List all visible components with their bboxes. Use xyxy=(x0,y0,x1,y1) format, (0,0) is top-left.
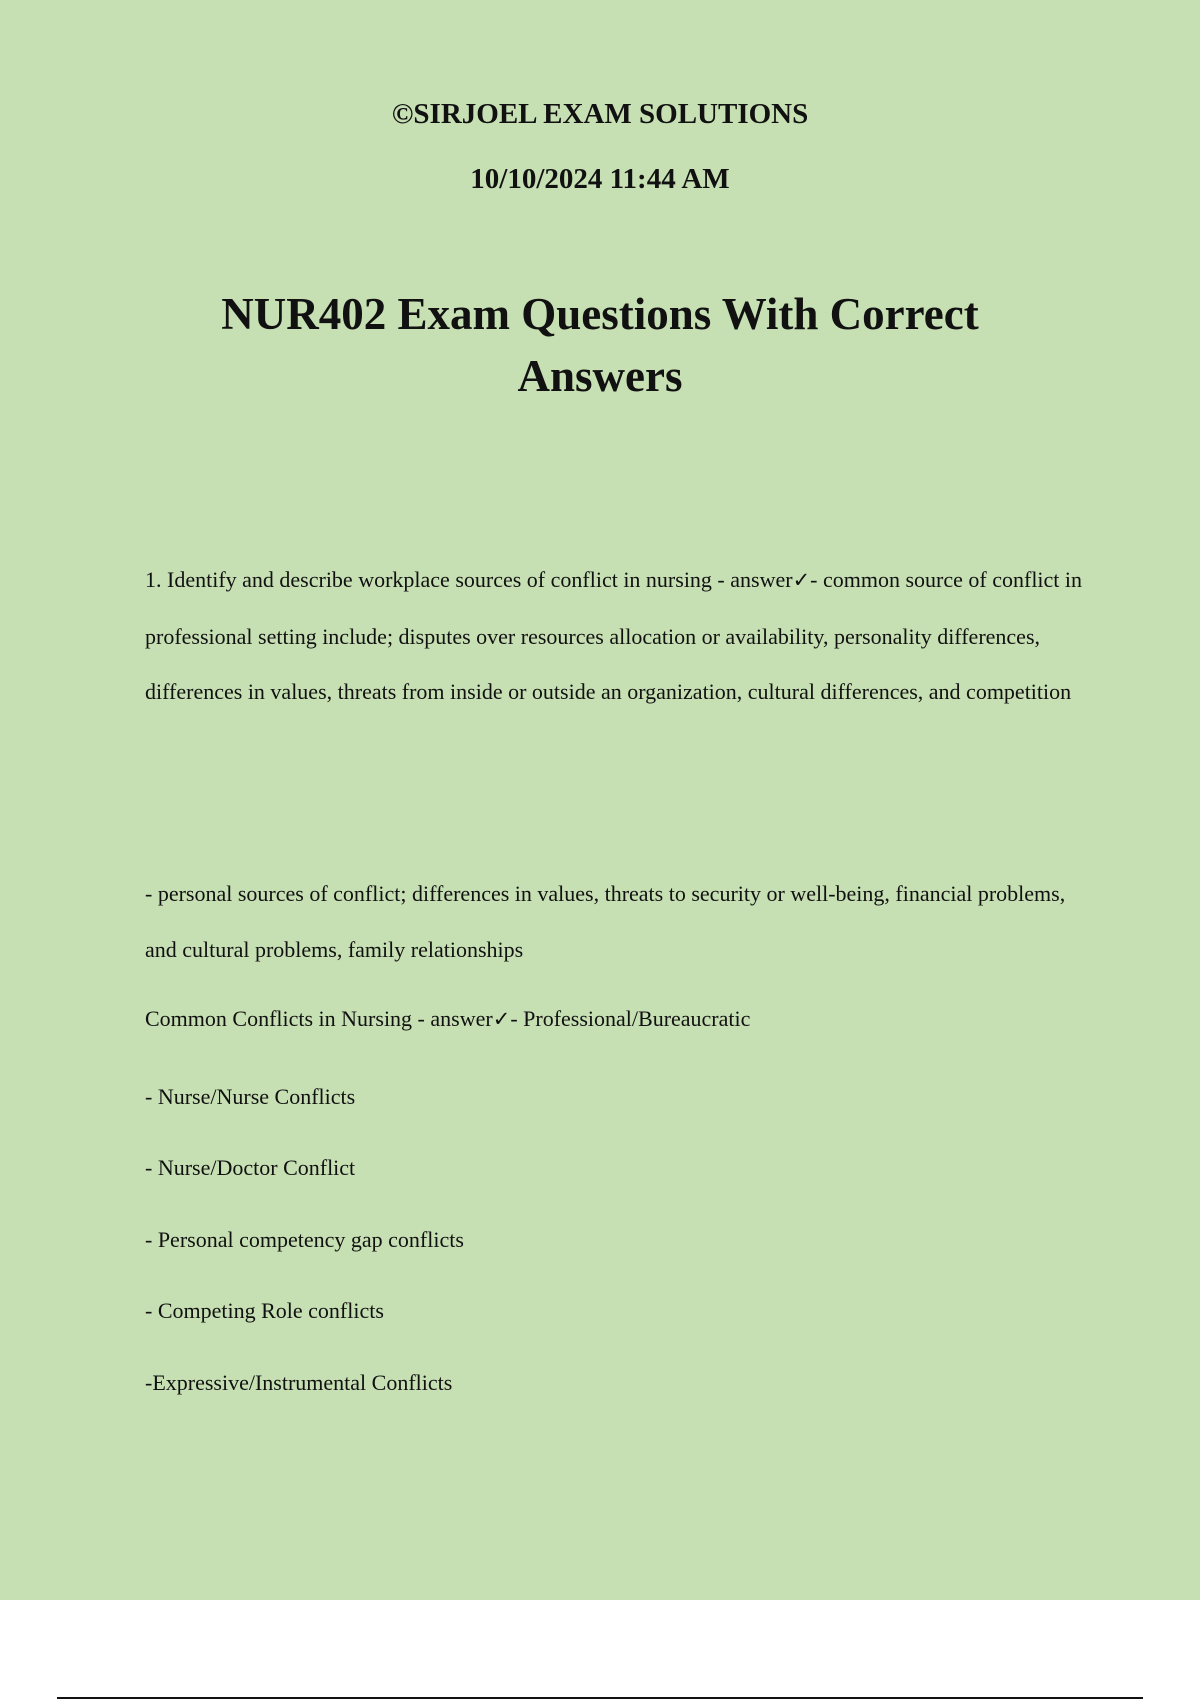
page-divider xyxy=(57,1697,1143,1699)
list-item: -Expressive/Instrumental Conflicts xyxy=(145,1370,453,1395)
question-2-answer: - Professional/Bureaucratic xyxy=(510,1006,751,1031)
question-1-text: 1. Identify and describe workplace sources of conflict in nursing - answer xyxy=(145,567,793,592)
personal-sources-paragraph: - personal sources of conflict; differences in values, threats to security or well-being, financial problems, and cultural problems, family relationships xyxy=(145,881,1066,962)
question-1-answer: - common source of conflict in professional setting include; disputes over resources allocation or availability, personality differences, differences in values, threats from inside or outside an organization, cultural differences, and competition xyxy=(145,567,1083,704)
document-datetime: 10/10/2024 11:44 AM xyxy=(470,163,730,195)
question-1 xyxy=(145,552,1085,720)
list-item: - Competing Role conflicts xyxy=(145,1298,384,1323)
question-2 xyxy=(145,1004,1085,1034)
list-item: - Nurse/Nurse Conflicts xyxy=(145,1084,356,1109)
brand-header: ©SIRJOEL EXAM SOLUTIONS xyxy=(391,98,809,130)
checkmark-icon: ✓ xyxy=(492,1007,511,1031)
checkmark-icon: ✓ xyxy=(792,568,811,592)
document-title: NUR402 Exam Questions With Correct Answers xyxy=(221,289,979,401)
list-item: - Personal competency gap conflicts xyxy=(145,1227,464,1252)
question-2-text: Common Conflicts in Nursing - answer xyxy=(145,1006,493,1031)
list-item: - Nurse/Doctor Conflict xyxy=(145,1155,356,1180)
